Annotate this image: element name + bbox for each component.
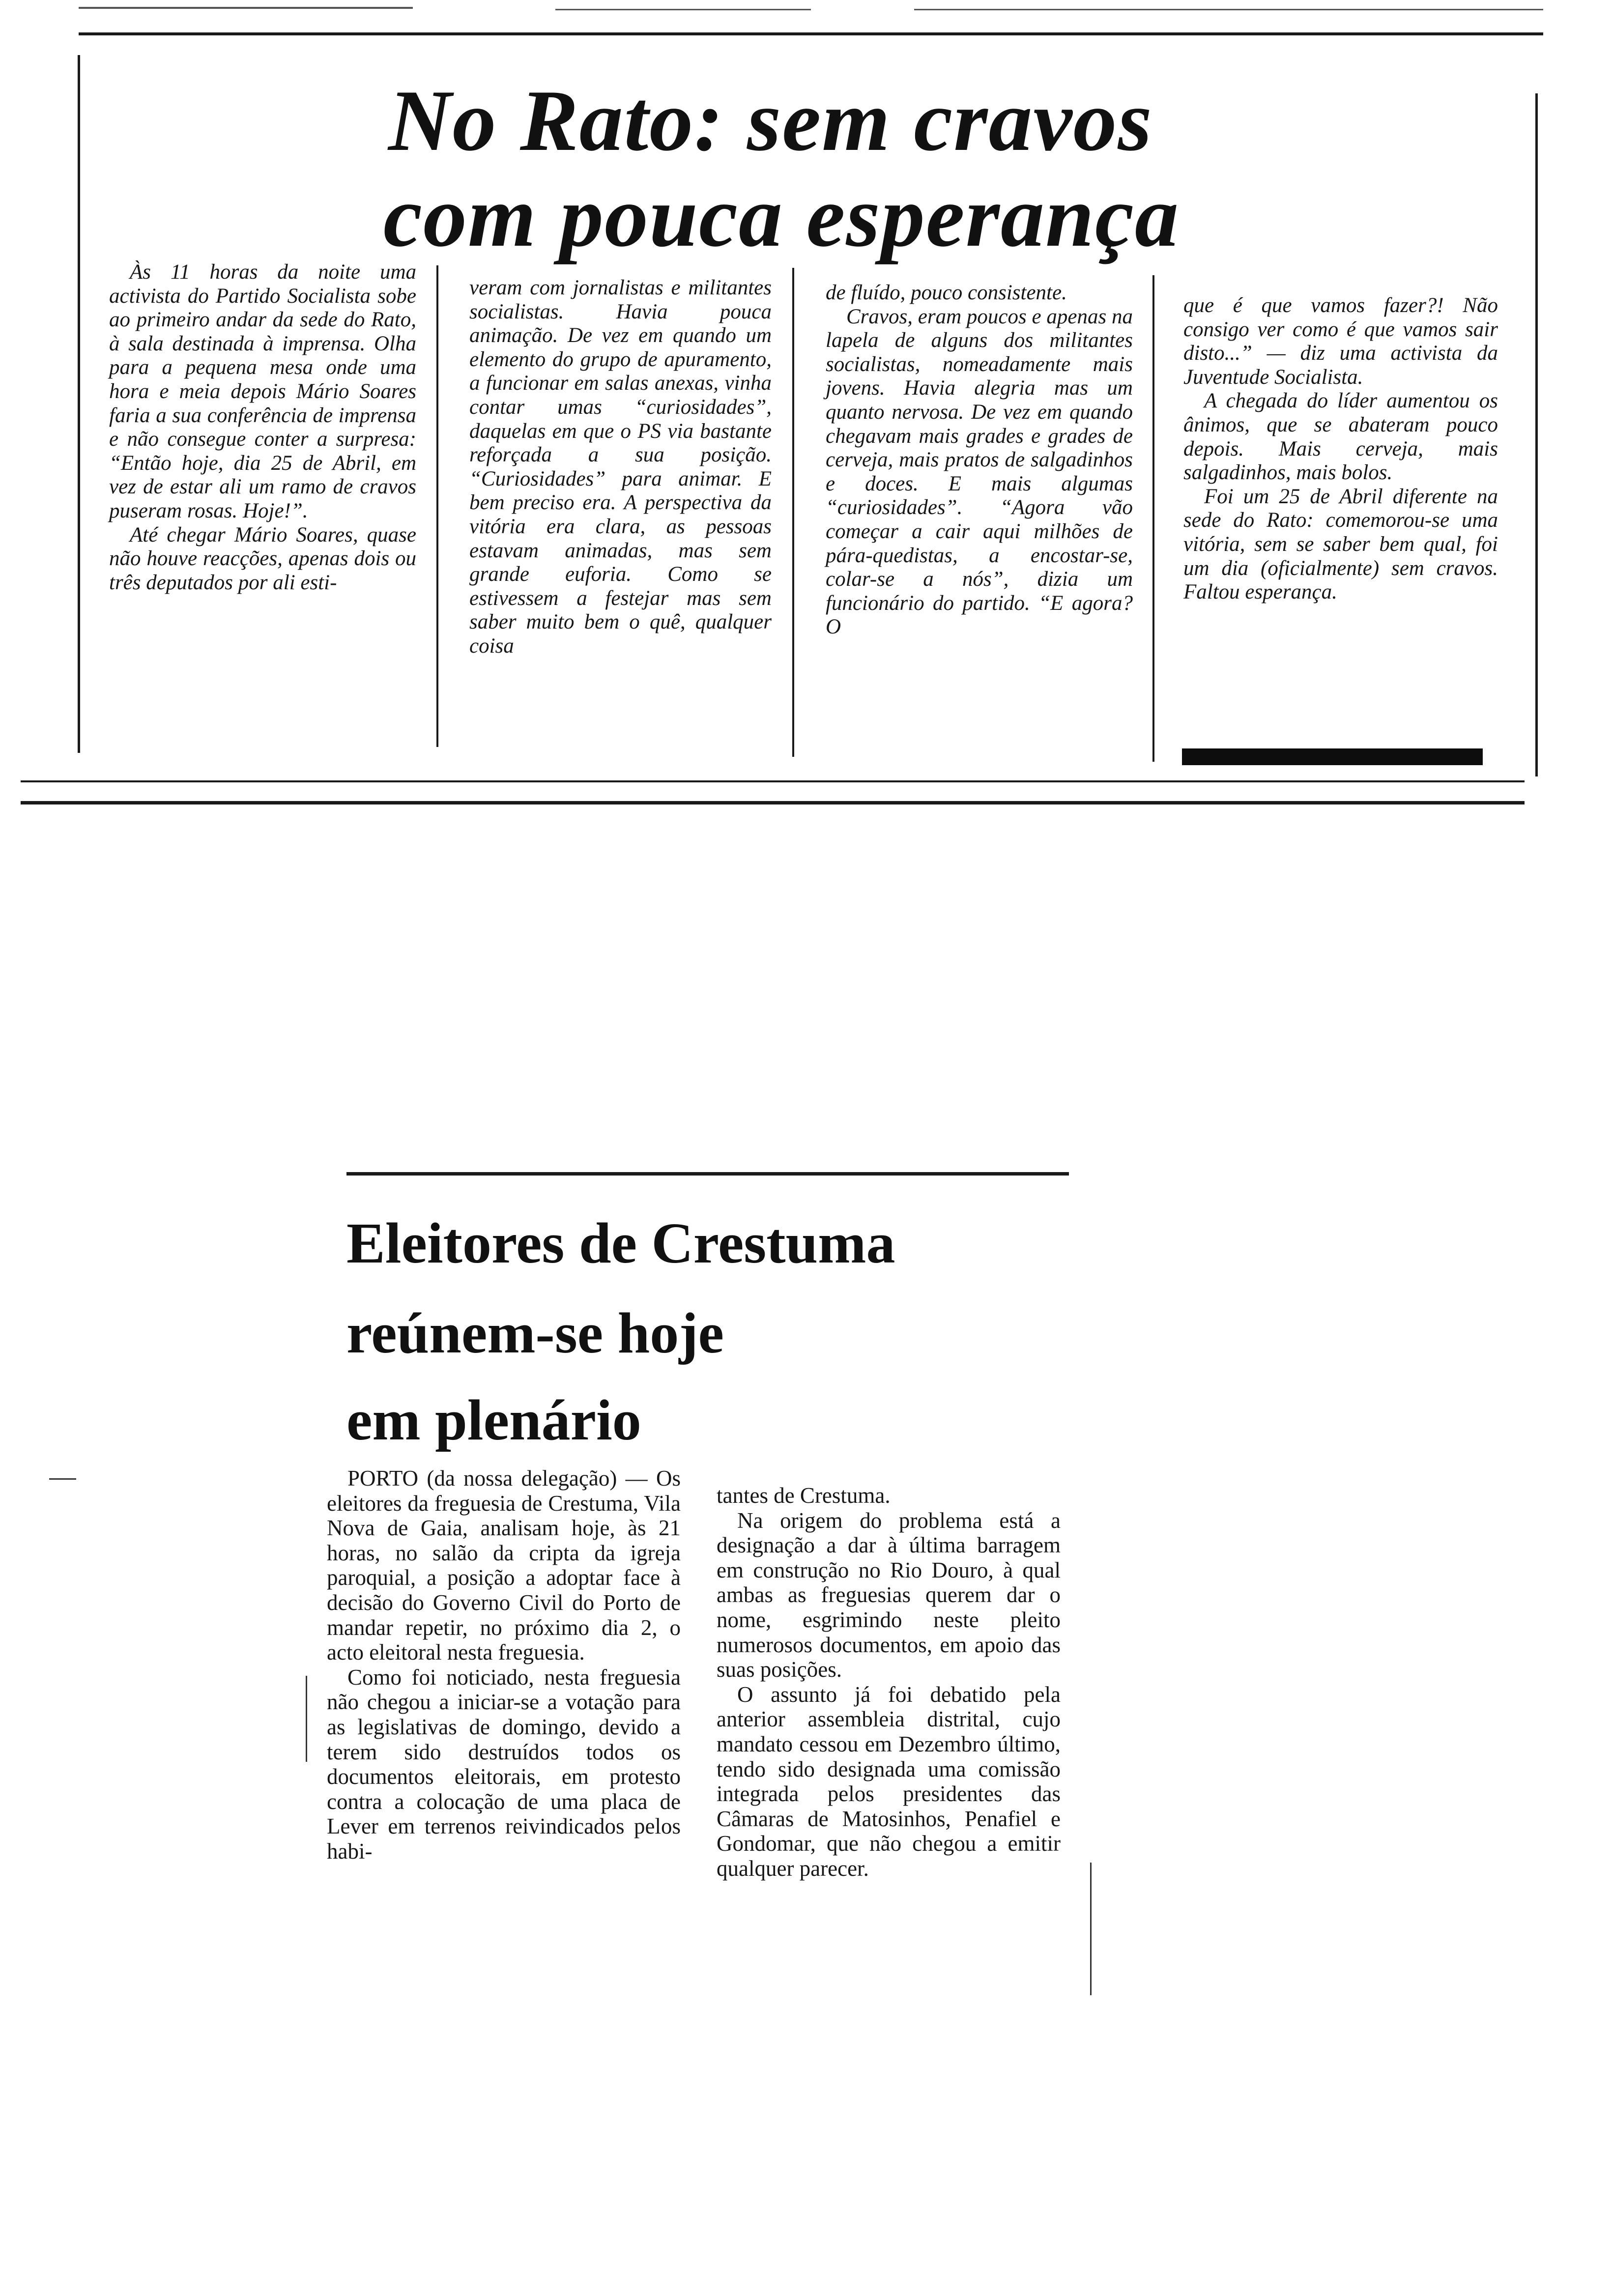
- article1-paragraph: que é que vamos fazer?! Não consigo ver como é que vamos sair disto...” — diz uma activista da Juventude Socialista.: [1183, 294, 1498, 389]
- article1-column-4: [1183, 294, 1498, 604]
- article1-column-2: [469, 276, 772, 659]
- column-divider: [436, 265, 438, 747]
- article2-headline-line1: Eleitores de Crestuma: [346, 1211, 895, 1275]
- article2-paragraph: O assunto já foi debatido pela anterior assembleia distrital, cujo mandato cessou em Dezembro último, tendo sido designada uma comissão integrada pelos presidentes das Câmaras de Matosinhos, Penafiel e Gondomar, que não chegou a emitir qualquer parecer.: [717, 1682, 1061, 1881]
- article2-column-2: [717, 1483, 1061, 1881]
- article1-headline-line2: com pouca esperança: [383, 168, 1180, 265]
- article2-paragraph: tantes de Crestuma.: [717, 1483, 891, 1508]
- article2-top-rule: [346, 1172, 1069, 1176]
- top-scan-line-right: [914, 9, 1543, 10]
- article2-paragraph: PORTO (da nossa delegação) — Os eleitores da freguesia de Crestuma, Vila Nova de Gaia, analisam hoje, às 21 horas, no salão da cripta da igreja paroquial, a posição a adoptar face à decisão do Governo Civil do Porto de mandar repetir, no próximo dia 2, o acto eleitoral nesta freguesia.: [327, 1466, 681, 1665]
- article1-paragraph: Às 11 horas da noite uma activista do Partido Socialista sobe ao primeiro andar da sede do Rato, à sala destinada à imprensa. Olha para a pequena mesa onde uma hora e meia depois Mário Soares faria a sua conferência de imprensa e não consegue conter a surpresa: “Então hoje, dia 25 de Abril, em vez de estar ali um ramo de cravos puseram rosas. Hoje!”.: [109, 260, 416, 522]
- column-divider: [792, 268, 794, 757]
- scan-mark-edge: [49, 1478, 76, 1480]
- article1-paragraph: Foi um 25 de Abril diferente na sede do Rato: comemorou-se uma vitória, sem se saber bem qual, foi um dia (oficialmente) sem cravos. Faltou esperança.: [1183, 485, 1498, 604]
- article1-paragraph: A chegada do líder aumentou os ânimos, que se abateram pouco depois. Mais cerveja, mais salgadinhos, mais bolos.: [1183, 389, 1498, 485]
- article1-right-frame: [1535, 93, 1538, 776]
- top-scan-line-left: [79, 7, 413, 9]
- top-scan-line-mid: [555, 9, 811, 10]
- article1-end-bar: [1182, 748, 1483, 765]
- article1-top-rule: [79, 32, 1543, 35]
- article2-paragraph: Na origem do problema está a designação a dar à última barragem em construção no Rio Douro, à qual ambas as freguesias querem dar o nome, esgrimindo neste pleito numerosos documentos, em apoio das suas posições.: [717, 1508, 1061, 1682]
- article2-column-1: [327, 1466, 681, 1864]
- column-divider: [1152, 275, 1154, 762]
- article1-headline-line1: No Rato: sem cravos: [388, 72, 1153, 169]
- article1-paragraph: de fluído, pouco consistente.: [826, 281, 1067, 304]
- scan-mark-left: [306, 1676, 307, 1762]
- scan-mark-right: [1090, 1863, 1092, 1995]
- article2-headline-line2: reúnem-se hoje: [346, 1301, 724, 1365]
- article2-headline-line3: em plenário: [346, 1388, 641, 1452]
- article1-column-1: [109, 260, 416, 595]
- article1-paragraph: veram com jornalistas e militantes socialistas. Havia pouca animação. De vez em quando um elemento do grupo de apuramento, a funcionar em salas anexas, vinha contar umas “curiosidades”, daquelas em que o PS via bastante reforçada a sua posição. “Curiosidades” para animar. E bem preciso era. A perspectiva da vitória era clara, as pessoas estavam animadas, mas sem grande euforia. Como se estivessem a festejar mas sem saber muito bem o quê, qualquer coisa: [469, 276, 772, 658]
- article1-paragraph: Cravos, eram poucos e apenas na lapela de alguns dos militantes socialistas, nomeadamente mais jovens. Havia alegria mas um quanto nervosa. De vez em quando chegavam mais grades e grades de cerveja, mais pratos de salgadinhos e doces. E mais algumas “curiosidades”. “Agora vão começar a cair aqui milhões de pára-quedistas, a encostar-se, colar-se a nós”, dizia um funcionário do partido. “E agora? O: [826, 305, 1133, 639]
- article1-column-3: [826, 281, 1133, 639]
- article1-bottom-rule-thin: [21, 780, 1525, 782]
- article1-paragraph: Até chegar Mário Soares, quase não houve reacções, apenas dois ou três deputados por ali esti-: [109, 523, 416, 594]
- article1-bottom-rule: [21, 801, 1525, 804]
- article2-paragraph: Como foi noticiado, nesta freguesia não chegou a iniciar-se a votação para as legislativas de domingo, devido a terem sido destruídos todos os documentos eleitorais, em protesto contra a colocação de uma placa de Lever em terrenos reivindicados pelos habi-: [327, 1665, 681, 1864]
- article1-left-frame: [78, 55, 80, 753]
